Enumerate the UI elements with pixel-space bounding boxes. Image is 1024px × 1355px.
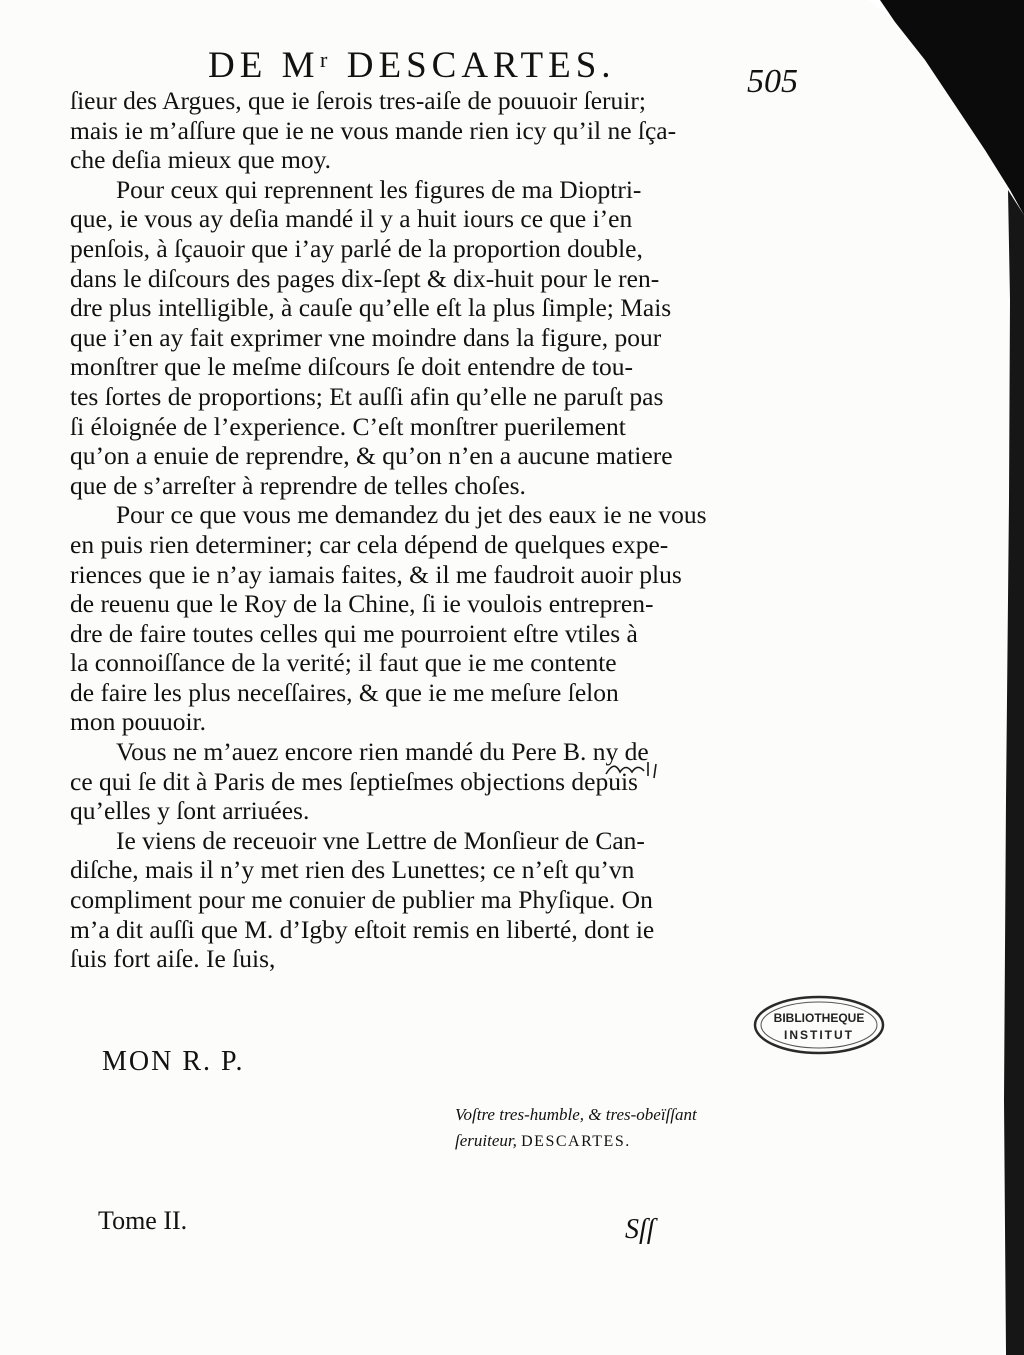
running-head: DE Mʳ DESCARTES. (208, 45, 616, 86)
handwritten-annotation-icon (604, 758, 664, 782)
text-line: dre plus intelligible, à cauſe qu’elle eſt la plus ſimple; Mais (70, 293, 672, 323)
volume-footer: Tome II. (98, 1206, 188, 1235)
text-line: que, ie vous ay deſia mandé il y a huit iours ce que i’en (70, 204, 633, 234)
text-line: la connoiſſance de la verité; il faut que ie me contente (70, 648, 617, 678)
text-line: compliment pour me conuier de publier ma Phyſique. On (70, 885, 653, 915)
stamp-text-top: BIBLIOTHEQUE (773, 1011, 865, 1025)
paragraph-5 (70, 826, 810, 974)
text-line: Vous ne m’auez encore rien mandé du Pere B. ny de (116, 737, 649, 767)
closing-line: Voſtre tres-humble, & tres-obeïſſant (455, 1105, 697, 1124)
text-line: Pour ce que vous me demandez du jet des eaux ie ne vous (116, 500, 707, 530)
text-line: che deſia mieux que moy. (70, 145, 332, 175)
text-line: mon pouuoir. (70, 707, 207, 737)
text-line: de reuenu que le Roy de la Chine, ſi ie voulois entrepren- (70, 589, 654, 619)
paragraph-4 (70, 737, 810, 826)
text-line: Ie viens de receuoir vne Lettre de Monſieur de Can- (116, 825, 645, 855)
salutation: MON R. P. (102, 1046, 245, 1077)
text-line: dans le diſcours des pages dix-ſept & dix-huit pour le ren- (70, 263, 660, 293)
text-line: m’a dit auſſi que M. d’Igby eſtoit remis en liberté, dont ie (70, 914, 655, 944)
stamp-text-bottom: INSTITUT (784, 1028, 854, 1042)
paragraph-2 (70, 175, 810, 501)
text-line: ſieur des Argues, que ie ſerois tres-aiſe de pouuoir ſeruir; (70, 86, 646, 115)
text-line: mais ie m’aſſure que ie ne vous mande rien icy qu’il ne ſça- (70, 115, 677, 145)
closing-signature-line (455, 1128, 697, 1155)
text-line: penſois, à ſçauoir que i’ay parlé de la proportion double, (70, 233, 643, 263)
author-signature: DESCARTES. (521, 1133, 631, 1150)
text-line: que de s’arreſter à reprendre de telles choſes. (70, 470, 526, 500)
text-line: tes ſortes de proportions; Et auſſi afin qu’elle ne paruſt pas (70, 381, 664, 411)
text-line: que i’en ay fait exprimer vne moindre dans la figure, pour (70, 322, 662, 352)
closing-servant: ſeruiteur, (455, 1131, 517, 1150)
text-line: ſuis fort aiſe. Ie ſuis, (70, 944, 276, 974)
library-stamp-icon (752, 994, 886, 1056)
text-line: ce qui ſe dit à Paris de mes ſeptieſmes objections depuis (70, 766, 638, 796)
signature-mark: Sſſ (625, 1214, 655, 1245)
page-number: 505 (747, 63, 798, 100)
text-line: qu’on a enuie de reprendre, & qu’on n’en a aucune matiere (70, 441, 673, 471)
closing-formula (455, 1102, 697, 1155)
text-line: dre de faire toutes celles qui me pourroient eſtre vtiles à (70, 618, 638, 648)
text-line: riences que ie n’ay iamais faites, & il me faudroit auoir plus (70, 559, 682, 589)
text-line: ſi éloignée de l’experience. C’eſt monſtrer puerilement (70, 411, 626, 441)
text-line: de faire les plus neceſſaires, & que ie me meſure ſelon (70, 677, 619, 707)
text-line: Pour ceux qui reprennent les figures de ma Dioptri- (116, 174, 642, 204)
text-line: en puis rien determiner; car cela dépend de quelques expe- (70, 529, 669, 559)
text-line: diſche, mais il n’y met rien des Lunettes; ce n’eſt qu’vn (70, 855, 635, 885)
text-line: qu’elles y ſont arriuées. (70, 796, 310, 826)
paragraph-3 (70, 500, 810, 737)
letter-body (70, 86, 810, 974)
text-line: monſtrer que le meſme diſcours ſe doit entendre de tou- (70, 352, 633, 382)
paragraph-1 (70, 86, 810, 175)
